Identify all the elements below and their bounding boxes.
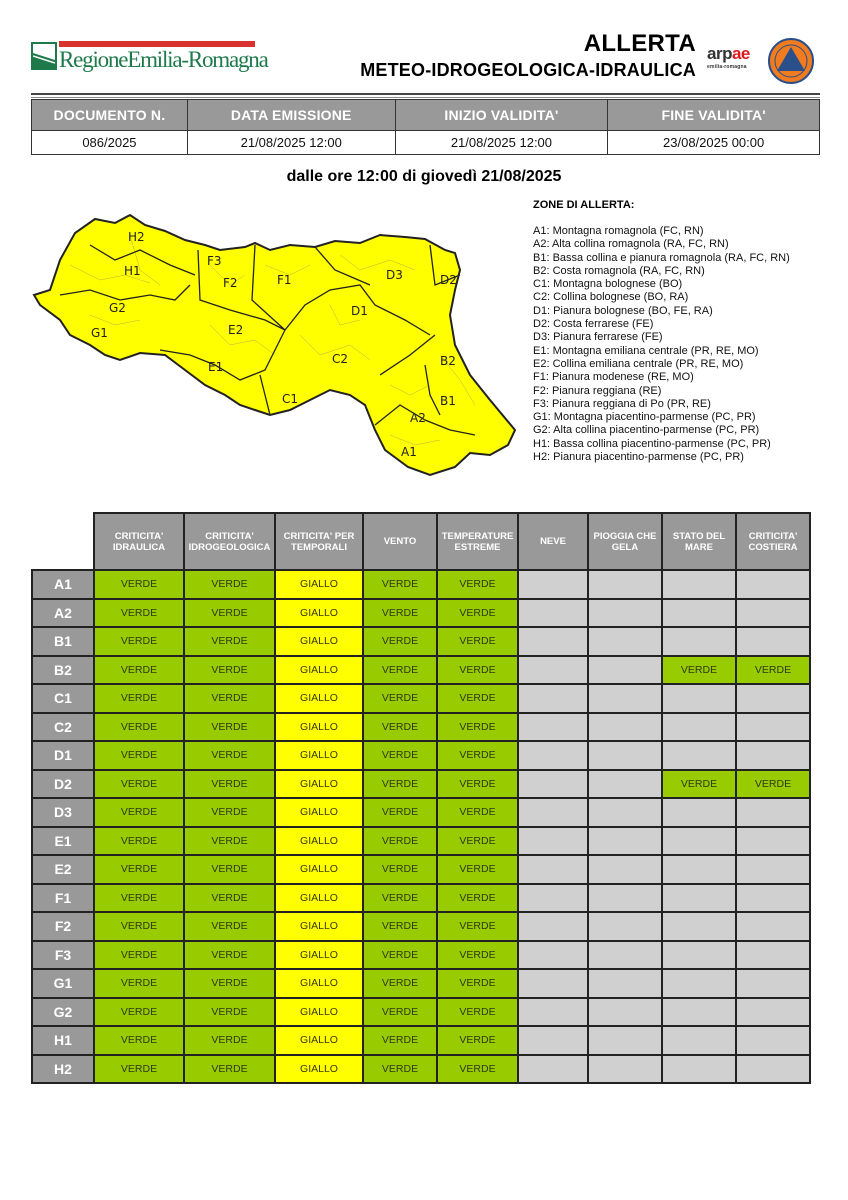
alert-level-cell: VERDE <box>437 855 518 884</box>
alert-level-cell <box>736 884 810 913</box>
alert-level-cell <box>736 627 810 656</box>
zone-code: E1 <box>32 827 94 856</box>
alert-level-cell <box>736 798 810 827</box>
alert-level-cell <box>518 827 588 856</box>
table-row <box>32 570 810 599</box>
alert-level-cell <box>736 684 810 713</box>
alert-level-cell: VERDE <box>184 741 275 770</box>
alert-level-cell: VERDE <box>363 969 437 998</box>
alert-level-cell: VERDE <box>363 741 437 770</box>
zone-item-g2: G2: Alta collina piacentino-parmense (PC, PR) <box>533 424 760 437</box>
data-emissione-value: 21/08/2025 12:00 <box>187 131 395 155</box>
table-body <box>32 570 810 1083</box>
zone-code: D1 <box>32 741 94 770</box>
page-title: ALLERTA <box>583 30 696 57</box>
header-divider-thin <box>31 97 820 98</box>
alert-level-cell <box>736 912 810 941</box>
zone-code: F1 <box>32 884 94 913</box>
zone-code: G2 <box>32 998 94 1027</box>
table-row <box>32 884 810 913</box>
alert-level-cell: VERDE <box>437 1026 518 1055</box>
alert-level-cell <box>518 713 588 742</box>
alert-level-cell <box>588 627 662 656</box>
documento-number: 086/2025 <box>32 131 188 155</box>
map-label-e1: E1 <box>208 360 224 374</box>
alert-level-cell <box>588 1026 662 1055</box>
alert-level-cell <box>662 627 736 656</box>
alert-level-cell: VERDE <box>363 570 437 599</box>
alert-level-cell: VERDE <box>437 827 518 856</box>
alert-level-cell: VERDE <box>363 656 437 685</box>
arpae-logo <box>707 46 759 76</box>
alert-level-cell <box>518 1026 588 1055</box>
zone-code: F2 <box>32 912 94 941</box>
col-temperature-estreme: TEMPERATURE ESTREME <box>437 513 518 570</box>
arpae-logo-part1: arp <box>707 44 732 63</box>
table-row <box>32 855 810 884</box>
document-info-table <box>31 99 820 155</box>
alert-level-cell: VERDE <box>363 599 437 628</box>
alert-level-cell: VERDE <box>94 599 184 628</box>
alert-level-cell: VERDE <box>363 684 437 713</box>
zone-item-a1: A1: Montagna romagnola (FC, RN) <box>533 225 704 237</box>
zone-item-d2: D2: Costa ferrarese (FE) <box>533 318 654 331</box>
map-label-f2: F2 <box>223 276 238 290</box>
alert-level-cell: VERDE <box>184 627 275 656</box>
map-label-g2: G2 <box>109 301 126 315</box>
zone-code: C2 <box>32 713 94 742</box>
alert-level-cell <box>736 713 810 742</box>
alert-level-cell <box>518 627 588 656</box>
header-documento: DOCUMENTO N. <box>32 100 188 131</box>
alert-level-cell: VERDE <box>94 741 184 770</box>
alert-level-cell: VERDE <box>184 713 275 742</box>
alert-level-cell: VERDE <box>363 855 437 884</box>
alert-level-cell: VERDE <box>662 656 736 685</box>
alert-level-cell <box>662 570 736 599</box>
map-label-d1: D1 <box>351 304 368 318</box>
table-row <box>32 969 810 998</box>
alert-level-cell <box>588 827 662 856</box>
col-pioggia-che-gela: PIOGGIA CHE GELA <box>588 513 662 570</box>
alert-level-cell: VERDE <box>363 713 437 742</box>
zone-item-h2: H2: Pianura piacentino-parmense (PC, PR) <box>533 451 744 464</box>
alert-level-cell <box>662 1055 736 1084</box>
alert-level-cell <box>736 998 810 1027</box>
alert-zones-map <box>30 205 522 477</box>
table-row <box>32 827 810 856</box>
alert-level-cell <box>736 570 810 599</box>
region-flag-icon <box>31 42 57 70</box>
table-row <box>32 713 810 742</box>
table-row <box>32 798 810 827</box>
alert-level-cell: VERDE <box>94 798 184 827</box>
zone-item-d1: D1: Pianura bolognese (BO, FE, RA) <box>533 304 713 317</box>
alert-level-cell <box>588 684 662 713</box>
arpae-logo-part2: ae <box>731 44 750 63</box>
alert-level-cell: GIALLO <box>275 770 363 799</box>
alert-level-cell <box>518 1055 588 1084</box>
alert-level-cell: VERDE <box>363 770 437 799</box>
zone-code: H2 <box>32 1055 94 1084</box>
zone-item-f2: F2: Pianura reggiana (RE) <box>533 384 662 397</box>
table-row <box>32 998 810 1027</box>
alert-level-cell: VERDE <box>437 912 518 941</box>
alert-level-cell: GIALLO <box>275 627 363 656</box>
alert-level-cell <box>518 656 588 685</box>
zone-code: G1 <box>32 969 94 998</box>
map-label-b2: B2 <box>440 354 456 368</box>
alert-level-cell <box>588 1055 662 1084</box>
alert-level-cell: GIALLO <box>275 827 363 856</box>
page-subtitle: METEO-IDROGEOLOGICA-IDRAULICA <box>360 60 696 80</box>
alert-level-cell: VERDE <box>363 884 437 913</box>
regione-emilia-romagna-logo <box>31 41 268 73</box>
alert-level-cell <box>518 912 588 941</box>
alert-level-cell: VERDE <box>437 713 518 742</box>
alert-level-cell: VERDE <box>184 1026 275 1055</box>
map-label-f3: F3 <box>207 254 222 268</box>
alert-level-cell <box>588 912 662 941</box>
protezione-civile-logo-icon <box>768 38 814 84</box>
table-row <box>32 684 810 713</box>
validity-period-text: dalle ore 12:00 di giovedì 21/08/2025 <box>286 168 562 185</box>
alert-level-cell <box>518 941 588 970</box>
emilia-romagna-map-shape <box>30 205 522 477</box>
table-row <box>32 1055 810 1084</box>
map-label-h2: H2 <box>128 230 145 244</box>
alert-level-cell: VERDE <box>184 998 275 1027</box>
map-label-a1: A1 <box>401 445 417 459</box>
map-label-h1: H1 <box>124 264 141 278</box>
alert-level-cell: GIALLO <box>275 798 363 827</box>
alert-level-cell: VERDE <box>363 941 437 970</box>
alert-level-cell <box>662 713 736 742</box>
alert-level-cell <box>518 884 588 913</box>
zone-item-c2: C2: Collina bolognese (BO, RA) <box>533 291 689 304</box>
alert-level-cell: VERDE <box>363 827 437 856</box>
zone-item-e2: E2: Collina emiliana centrale (PR, RE, MO) <box>533 357 744 370</box>
alert-level-cell: VERDE <box>184 684 275 713</box>
alert-level-cell <box>662 998 736 1027</box>
alert-level-cell: VERDE <box>184 941 275 970</box>
zone-code: C1 <box>32 684 94 713</box>
header-data-emissione: DATA EMISSIONE <box>187 100 395 131</box>
alert-level-cell: VERDE <box>94 684 184 713</box>
alert-level-cell <box>662 1026 736 1055</box>
fine-validita-value: 23/08/2025 00:00 <box>608 131 820 155</box>
alert-level-cell <box>736 1026 810 1055</box>
alert-level-cell <box>518 855 588 884</box>
alert-level-cell <box>736 1055 810 1084</box>
alert-level-cell: GIALLO <box>275 713 363 742</box>
alert-level-cell: GIALLO <box>275 656 363 685</box>
alert-levels-table <box>31 512 811 1084</box>
alert-level-cell: VERDE <box>184 798 275 827</box>
alert-level-cell: VERDE <box>184 855 275 884</box>
zone-item-c1: C1: Montagna bolognese (BO) <box>533 278 683 291</box>
zone-code: A2 <box>32 599 94 628</box>
alert-level-cell <box>588 741 662 770</box>
alert-level-cell: VERDE <box>94 969 184 998</box>
alert-level-cell: GIALLO <box>275 1026 363 1055</box>
alert-level-cell <box>518 969 588 998</box>
zone-item-b1: B1: Bassa collina e pianura romagnola (RA, FC, RN) <box>533 251 790 264</box>
alert-level-cell <box>588 599 662 628</box>
alert-level-cell <box>662 741 736 770</box>
alert-level-cell <box>662 827 736 856</box>
alert-level-cell: VERDE <box>363 798 437 827</box>
zone-item-f1: F1: Pianura modenese (RE, MO) <box>533 371 694 384</box>
alert-level-cell <box>588 998 662 1027</box>
alert-level-cell <box>736 969 810 998</box>
document-header <box>0 0 848 100</box>
alert-level-cell: VERDE <box>363 1055 437 1084</box>
alert-level-cell <box>588 713 662 742</box>
region-name: RegioneEmilia-Romagna <box>59 47 268 72</box>
alert-level-cell: GIALLO <box>275 684 363 713</box>
zone-item-a2: A2: Alta collina romagnola (RA, FC, RN) <box>533 238 729 251</box>
table-row <box>32 627 810 656</box>
alert-level-cell <box>518 684 588 713</box>
arpae-logo-subtitle: emilia-romagna <box>707 64 747 70</box>
alert-level-cell: VERDE <box>662 770 736 799</box>
col-stato-del-mare: STATO DEL MARE <box>662 513 736 570</box>
alert-level-cell: VERDE <box>94 1055 184 1084</box>
alert-level-cell: VERDE <box>184 599 275 628</box>
map-label-c2: C2 <box>332 352 349 366</box>
alert-level-cell: VERDE <box>94 884 184 913</box>
col-criticita-temporali: CRITICITA' PER TEMPORALI <box>275 513 363 570</box>
alert-level-cell: VERDE <box>184 912 275 941</box>
header-fine-validita: FINE VALIDITA' <box>608 100 820 131</box>
alert-level-cell: VERDE <box>437 741 518 770</box>
alert-level-cell: VERDE <box>437 599 518 628</box>
alert-level-cell: VERDE <box>94 656 184 685</box>
zone-code: B1 <box>32 627 94 656</box>
alert-level-cell: GIALLO <box>275 855 363 884</box>
map-label-f1: F1 <box>277 273 292 287</box>
alert-level-cell: GIALLO <box>275 599 363 628</box>
zone-code: F3 <box>32 941 94 970</box>
alert-level-cell: VERDE <box>736 656 810 685</box>
alert-level-cell: VERDE <box>437 570 518 599</box>
alert-level-cell <box>662 884 736 913</box>
alert-level-cell <box>588 798 662 827</box>
col-criticita-costiera: CRITICITA' COSTIERA <box>736 513 810 570</box>
alert-level-cell <box>736 827 810 856</box>
alert-level-cell: VERDE <box>94 827 184 856</box>
zone-code: H1 <box>32 1026 94 1055</box>
map-label-g1: G1 <box>91 326 108 340</box>
map-label-a2: A2 <box>410 411 426 425</box>
alert-level-cell: VERDE <box>94 941 184 970</box>
alert-level-cell: VERDE <box>184 969 275 998</box>
zone-item-e1: E1: Montagna emiliana centrale (PR, RE, MO) <box>533 344 759 357</box>
alert-level-cell: VERDE <box>94 912 184 941</box>
alert-level-cell: VERDE <box>437 884 518 913</box>
alert-level-cell: VERDE <box>437 998 518 1027</box>
zone-item-f3: F3: Pianura reggiana di Po (PR, RE) <box>533 397 711 410</box>
alert-level-cell <box>662 855 736 884</box>
zone-code: A1 <box>32 570 94 599</box>
alert-level-cell: VERDE <box>437 684 518 713</box>
alert-level-cell: VERDE <box>437 969 518 998</box>
zone-item-d3: D3: Pianura ferrarese (FE) <box>533 331 663 344</box>
alert-level-cell <box>736 741 810 770</box>
alert-level-cell <box>662 599 736 628</box>
alert-level-cell: GIALLO <box>275 998 363 1027</box>
alert-level-cell <box>588 770 662 799</box>
alert-level-cell: VERDE <box>184 656 275 685</box>
alert-level-cell <box>588 941 662 970</box>
alert-level-cell <box>518 599 588 628</box>
zone-code: D3 <box>32 798 94 827</box>
alert-level-cell: VERDE <box>184 570 275 599</box>
alert-level-cell: GIALLO <box>275 570 363 599</box>
map-label-e2: E2 <box>228 323 244 337</box>
alert-level-cell <box>662 941 736 970</box>
alert-level-cell: VERDE <box>363 912 437 941</box>
alert-level-cell: VERDE <box>437 627 518 656</box>
alert-level-cell <box>518 770 588 799</box>
alert-level-cell: VERDE <box>437 770 518 799</box>
alert-level-cell <box>736 599 810 628</box>
alert-level-cell: VERDE <box>363 627 437 656</box>
alert-level-cell: GIALLO <box>275 969 363 998</box>
alert-level-cell: VERDE <box>437 941 518 970</box>
alert-level-cell <box>588 855 662 884</box>
alert-level-cell <box>588 656 662 685</box>
alert-level-cell <box>518 998 588 1027</box>
alert-level-cell: VERDE <box>437 1055 518 1084</box>
zone-code: D2 <box>32 770 94 799</box>
alert-level-cell <box>518 741 588 770</box>
alert-level-cell: VERDE <box>437 798 518 827</box>
header-inizio-validita: INIZIO VALIDITA' <box>395 100 608 131</box>
zone-item-b2: B2: Costa romagnola (RA, FC, RN) <box>533 264 705 277</box>
zone-code: B2 <box>32 656 94 685</box>
zone-item-h1: H1: Bassa collina piacentino-parmense (PC, PR) <box>533 437 771 450</box>
map-label-b1: B1 <box>440 394 456 408</box>
col-criticita-idrogeologica: CRITICITA' IDROGEOLOGICA <box>184 513 275 570</box>
alert-level-cell: VERDE <box>184 1055 275 1084</box>
alert-level-cell: VERDE <box>184 884 275 913</box>
alert-level-cell <box>662 684 736 713</box>
alert-level-cell: VERDE <box>184 827 275 856</box>
alert-level-cell <box>662 912 736 941</box>
map-label-d3: D3 <box>386 268 403 282</box>
table-row <box>32 912 810 941</box>
table-row <box>32 741 810 770</box>
header-divider <box>31 93 820 95</box>
alert-level-cell <box>588 884 662 913</box>
table-row <box>32 1026 810 1055</box>
alert-level-cell: GIALLO <box>275 884 363 913</box>
map-label-c1: C1 <box>282 392 299 406</box>
alert-level-cell <box>736 941 810 970</box>
alert-level-cell: GIALLO <box>275 912 363 941</box>
alert-level-cell <box>736 855 810 884</box>
alert-level-cell: VERDE <box>363 998 437 1027</box>
alert-level-cell: GIALLO <box>275 741 363 770</box>
col-criticita-idraulica: CRITICITA' IDRAULICA <box>94 513 184 570</box>
zones-legend <box>533 199 833 464</box>
table-header-row <box>32 513 810 570</box>
alert-level-cell: VERDE <box>184 770 275 799</box>
alert-level-cell: VERDE <box>94 998 184 1027</box>
alert-level-cell: VERDE <box>94 713 184 742</box>
table-row <box>32 941 810 970</box>
table-row <box>32 599 810 628</box>
alert-level-cell: VERDE <box>94 570 184 599</box>
alert-level-cell <box>662 798 736 827</box>
inizio-validita-value: 21/08/2025 12:00 <box>395 131 608 155</box>
zones-legend-title: ZONE DI ALLERTA: <box>533 199 635 211</box>
alert-level-cell <box>518 798 588 827</box>
alert-level-cell: VERDE <box>94 627 184 656</box>
alert-level-cell: VERDE <box>94 855 184 884</box>
alert-level-cell <box>518 570 588 599</box>
alert-level-cell <box>588 969 662 998</box>
alert-level-cell: VERDE <box>94 1026 184 1055</box>
alert-level-cell: VERDE <box>363 1026 437 1055</box>
alert-level-cell: VERDE <box>94 770 184 799</box>
alert-level-cell: GIALLO <box>275 1055 363 1084</box>
map-label-d2: D2 <box>440 273 457 287</box>
table-row <box>32 770 810 799</box>
col-vento: VENTO <box>363 513 437 570</box>
zone-item-g1: G1: Montagna piacentino-parmense (PC, PR) <box>533 411 756 424</box>
col-neve: NEVE <box>518 513 588 570</box>
alert-level-cell: GIALLO <box>275 941 363 970</box>
table-row <box>32 656 810 685</box>
alert-level-cell: VERDE <box>437 656 518 685</box>
alert-level-cell <box>588 570 662 599</box>
zone-code: E2 <box>32 855 94 884</box>
alert-level-cell <box>662 969 736 998</box>
table-corner <box>32 513 94 570</box>
alert-level-cell: VERDE <box>736 770 810 799</box>
